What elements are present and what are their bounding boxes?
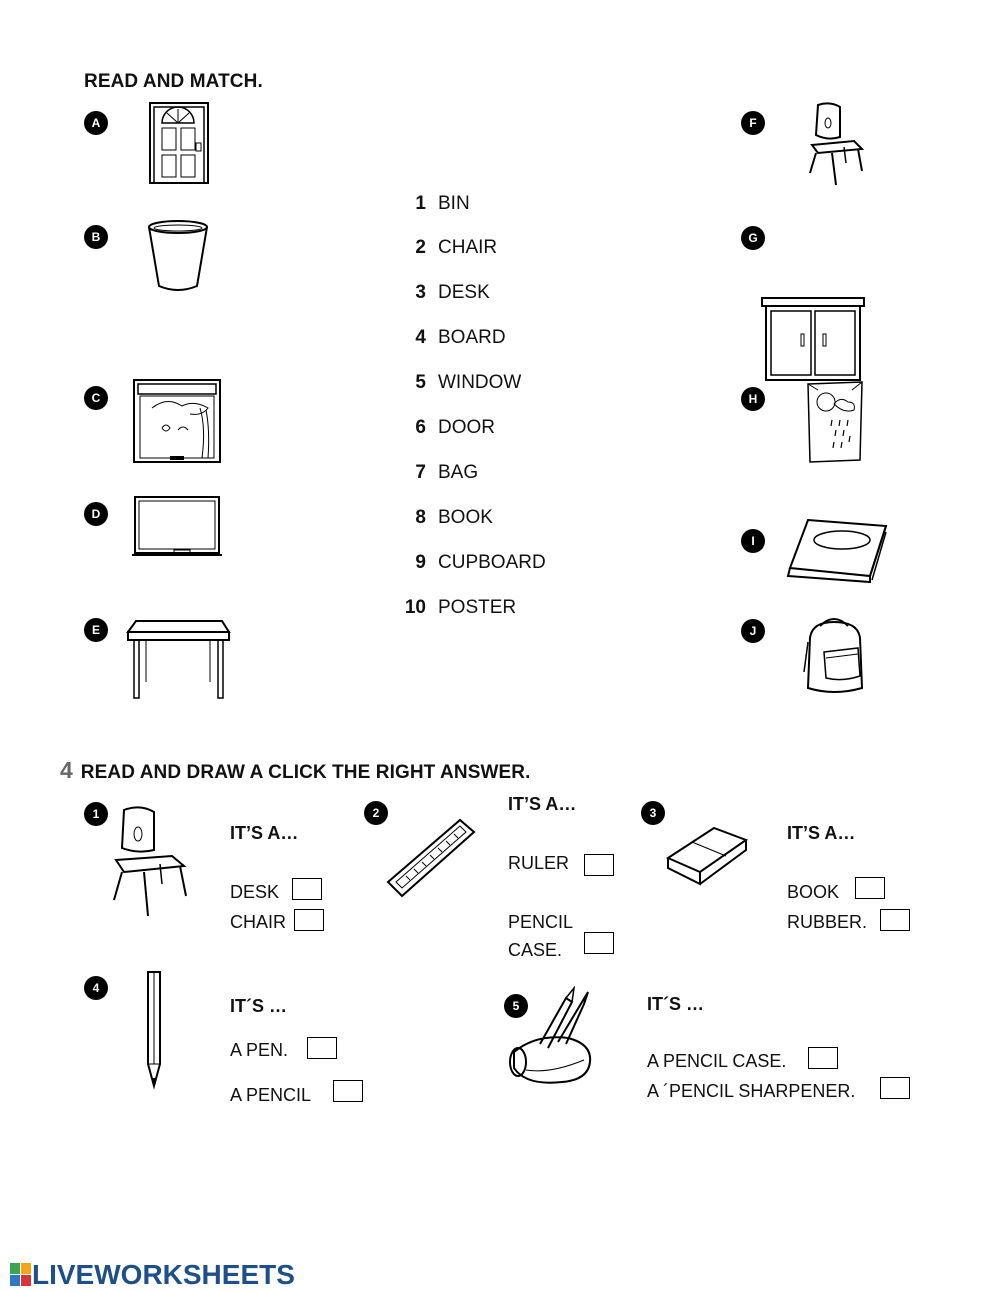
logo-text: LIVEWORKSHEETS xyxy=(32,1259,295,1290)
letter-badge-i: I xyxy=(741,529,765,553)
bin-picture xyxy=(144,218,212,294)
board-picture xyxy=(132,495,222,561)
answer-option-pencil: PENCIL xyxy=(508,912,574,932)
letter-badge-g: G xyxy=(741,226,765,250)
answer-option-pencil-case: A PENCIL CASE. xyxy=(647,1051,787,1071)
question-prompt: IT’S A… xyxy=(508,794,577,814)
backpack-picture xyxy=(802,612,868,696)
question-badge-1: 1 xyxy=(84,802,108,826)
word-item xyxy=(404,327,506,349)
word-text: WINDOW xyxy=(438,372,522,393)
chair-picture xyxy=(806,101,866,189)
ruler-picture xyxy=(386,818,476,898)
desk-picture xyxy=(126,618,232,702)
answer-option-pencil: A PENCIL xyxy=(230,1085,312,1105)
word-text: BOARD xyxy=(438,327,506,348)
answer-option-book: BOOK xyxy=(787,882,840,902)
word-item xyxy=(404,597,516,619)
question-badge-5: 5 xyxy=(504,994,528,1018)
answer-checkbox-pencil-case[interactable] xyxy=(584,932,614,954)
answer-option-pencil-sharpener: A ´PENCIL SHARPENER. xyxy=(647,1081,856,1101)
book-picture xyxy=(786,518,888,584)
word-text: CHAIR xyxy=(438,237,498,258)
question-prompt: IT´S … xyxy=(647,994,704,1014)
question-badge-3: 3 xyxy=(641,801,665,825)
question-badge-4: 4 xyxy=(84,976,108,1000)
answer-option-case: CASE. xyxy=(508,940,563,960)
word-item xyxy=(404,507,493,529)
word-number: 8 xyxy=(415,507,426,528)
question-prompt: IT’S A… xyxy=(787,823,856,843)
answer-option-desk: DESK xyxy=(230,882,280,902)
letter-badge-d: D xyxy=(84,502,108,526)
word-text: BOOK xyxy=(438,507,493,528)
answer-option-chair: CHAIR xyxy=(230,912,287,932)
letter-badge-b: B xyxy=(84,225,108,249)
answer-option-ruler: RULER xyxy=(508,853,570,873)
question-badge-2: 2 xyxy=(364,801,388,825)
poster-picture xyxy=(804,380,866,464)
letter-badge-c: C xyxy=(84,386,108,410)
word-number: 7 xyxy=(415,462,426,483)
letter-badge-e: E xyxy=(84,618,108,642)
answer-checkbox-pen[interactable] xyxy=(307,1037,337,1059)
word-item xyxy=(404,193,470,215)
word-item xyxy=(404,237,497,259)
answer-checkbox-pencil[interactable] xyxy=(333,1080,363,1102)
pencil-case-picture xyxy=(506,986,600,1088)
word-text: DESK xyxy=(438,282,490,303)
rubber-picture xyxy=(664,822,750,886)
pencil-picture xyxy=(142,968,166,1090)
word-item xyxy=(404,372,521,394)
section-number: 4 xyxy=(60,757,73,783)
word-number: 2 xyxy=(415,237,426,258)
word-item xyxy=(404,552,546,574)
answer-checkbox-pencil-case[interactable] xyxy=(808,1047,838,1069)
answer-checkbox-pencil-sharpener[interactable] xyxy=(880,1077,910,1099)
answer-checkbox-desk[interactable] xyxy=(292,878,322,900)
live-logo-icon xyxy=(10,1263,32,1287)
word-text: BIN xyxy=(438,193,470,214)
section-header-4 xyxy=(60,757,530,784)
answer-checkbox-rubber[interactable] xyxy=(880,909,910,931)
word-text: DOOR xyxy=(438,417,495,438)
letter-badge-a: A xyxy=(84,111,108,135)
door-picture xyxy=(148,101,210,185)
word-number: 5 xyxy=(415,372,426,393)
answer-checkbox-book[interactable] xyxy=(855,877,885,899)
word-number: 4 xyxy=(415,327,426,348)
word-number: 10 xyxy=(404,597,426,618)
letter-badge-j: J xyxy=(741,619,765,643)
word-text: CUPBOARD xyxy=(438,552,546,573)
answer-option-pen: A PEN. xyxy=(230,1040,289,1060)
word-item xyxy=(404,282,490,304)
letter-badge-f: F xyxy=(741,111,765,135)
word-text: BAG xyxy=(438,462,479,483)
question-prompt: IT’S A… xyxy=(230,823,299,843)
word-number: 9 xyxy=(415,552,426,573)
answer-option-rubber: RUBBER. xyxy=(787,912,868,932)
word-item xyxy=(404,417,495,439)
letter-badge-h: H xyxy=(741,387,765,411)
liveworksheets-logo[interactable] xyxy=(10,1259,295,1291)
answer-checkbox-ruler[interactable] xyxy=(584,854,614,876)
word-number: 6 xyxy=(415,417,426,438)
chair-picture xyxy=(110,804,192,918)
question-prompt: IT´S … xyxy=(230,996,287,1016)
section-title-read-and-match: READ AND MATCH. xyxy=(84,71,263,92)
word-number: 1 xyxy=(415,193,426,214)
answer-checkbox-chair[interactable] xyxy=(294,909,324,931)
cupboard-picture xyxy=(760,296,866,382)
word-item xyxy=(404,462,478,484)
section-title-read-and-draw: READ AND DRAW A CLICK THE RIGHT ANSWER. xyxy=(80,762,531,783)
word-text: POSTER xyxy=(438,597,517,618)
window-picture xyxy=(132,378,222,464)
word-number: 3 xyxy=(415,282,426,303)
